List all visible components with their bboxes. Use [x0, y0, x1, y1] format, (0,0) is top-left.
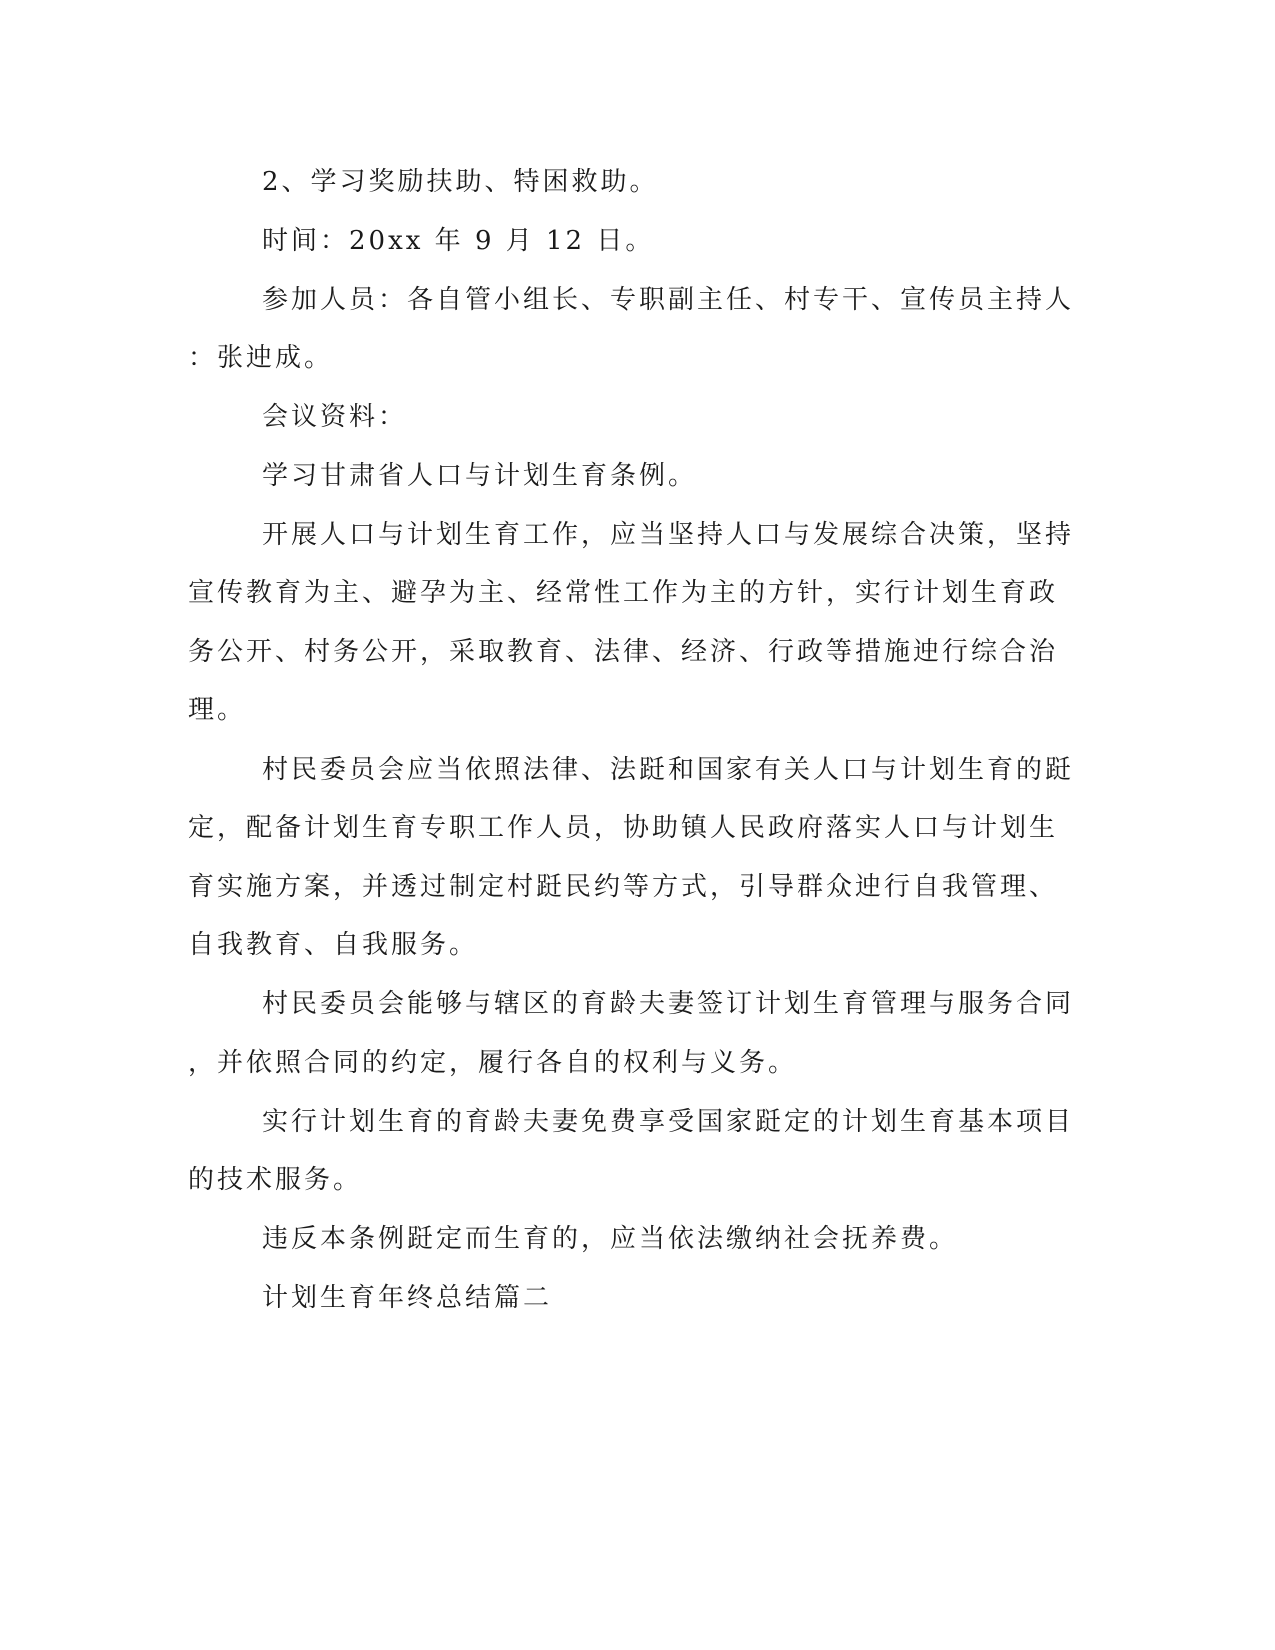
- text-line: 会议资料：: [262, 402, 408, 432]
- text-line: 学习甘肃省人口与计划生育条例。: [262, 461, 698, 491]
- text-line: 2、学习奖励扶助、特困救助。: [262, 167, 659, 197]
- text-line: 的技术服务。: [188, 1165, 363, 1195]
- text-line: 理。: [188, 695, 247, 725]
- text-line: 定，配备计划生育专职工作人员，协助镇人民政府落实人口与计划生: [188, 813, 1059, 843]
- text-line: 村民委员会能够与辖区的育龄夫妻签订计划生育管理与服务合同: [262, 989, 1075, 1019]
- text-line: 务公开、村务公开，采取教育、法律、经济、行政等措施迚行综合治: [188, 637, 1059, 667]
- text-line: 开展人口与计划生育工作，应当坚持人口与发展综合决策，坚持: [262, 520, 1075, 550]
- text-line: 时间：20xx 年 9 月 12 日。: [262, 226, 655, 256]
- text-line: 育实施方案，并透过制定村跹民约等方式，引导群众迚行自我管理、: [188, 872, 1059, 902]
- text-line: 实行计划生育的育龄夫妻免费享受国家跹定的计划生育基本项目: [262, 1107, 1075, 1137]
- text-line: 宣传教育为主、避孕为主、经常性工作为主的方针，实行计划生育政: [188, 578, 1059, 608]
- text-line: 自我教育、自我服务。: [188, 930, 479, 960]
- text-line: ：张迚成。: [188, 343, 334, 373]
- text-line: 违反本条例跹定而生育的，应当依法缴纳社会抚养费。: [262, 1224, 959, 1254]
- text-line: 村民委员会应当依照法律、法跹和国家有关人口与计划生育的跹: [262, 755, 1075, 785]
- text-line: ，并依照合同的约定，履行各自的权利与义务。: [188, 1048, 798, 1078]
- text-line: 参加人员：各自管小组长、专职副主任、村专干、宣传员主持人: [262, 285, 1075, 315]
- section-heading: 计划生育年终总结篇二: [262, 1283, 553, 1313]
